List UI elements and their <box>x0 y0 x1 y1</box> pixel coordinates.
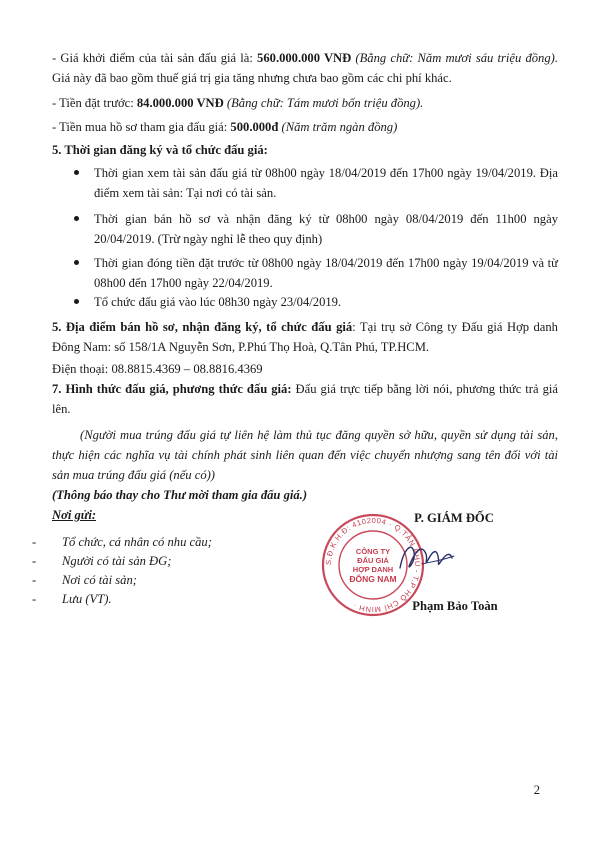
phone-line: Điện thoại: 08.8815.4369 – 08.8816.4369 <box>52 362 263 376</box>
dossier-fee-value: 500.000đ <box>230 120 279 134</box>
deposit-words: (Bằng chữ: Tám mươi bốn triệu đồng). <box>223 96 424 110</box>
signature-title: P. GIÁM ĐỐC <box>414 511 494 525</box>
auction-method-paragraph <box>52 379 558 419</box>
deposit-label: - Tiền đặt trước: <box>52 96 137 110</box>
bullet-text: Tổ chức đấu giá vào lúc 08h30 ngày 23/04/2019. <box>94 295 342 309</box>
venue-text: : Tại trụ sở Công ty Đấu giá Hợp danh Đông Nam: số 158/1A Nguyễn Sơn, P.Phú Thọ Hoà, Q.Tân Phú, TP.HCM. <box>52 320 558 354</box>
svg-text:CÔNG TY: CÔNG TY <box>355 547 391 556</box>
section-5-heading: 5. Thời gian đăng ký và tổ chức đấu giá: <box>52 143 268 157</box>
auction-method-heading: 7. Hình thức đấu giá, phương thức đấu giá: <box>52 382 292 396</box>
svg-text:HỢP DANH: HỢP DANH <box>352 565 394 574</box>
recipients-title-text: Nơi gửi: <box>52 508 97 522</box>
dossier-fee-words: (Năm trăm ngàn đồng) <box>278 120 398 134</box>
page-number: 2 <box>533 783 540 797</box>
start-price-label: - Giá khởi điểm của tài sản đấu giá là: <box>52 51 258 65</box>
bullet-icon <box>74 260 79 265</box>
buyer-note: (Người mua trúng đấu giá tự liên hệ làm thủ tục đăng quyền sở hữu, quyền sử dụng tài sản, thực hiện các nghĩa vụ tài chính phát sinh liên quan đến việc chuyển nhượng sang tên đối với tài sản mua trúng đấu giá (nếu có)) <box>52 428 558 482</box>
recipient-text: Tổ chức, cá nhân có nhu cầu; <box>62 535 212 549</box>
bullet-text: Thời gian đóng tiền đặt trước từ 08h00 ngày 18/04/2019 đến 17h00 ngày 19/04/2019 và từ 08h00 đến 17h00 ngày 22/04/2019. <box>94 256 558 290</box>
deposit-line <box>52 93 558 113</box>
bullet-icon <box>74 216 79 221</box>
bullet-text: Thời gian bán hồ sơ và nhận đăng ký từ 08h00 ngày 08/04/2019 đến 11h00 ngày 20/04/2019. (Trừ ngày nghỉ lễ theo quy định) <box>94 212 558 246</box>
dossier-fee-line <box>52 117 558 137</box>
recipient-text: Nơi có tài sản; <box>62 573 137 587</box>
bullet-text: Thời gian xem tài sản đấu giá từ 08h00 ngày 18/04/2019 đến 17h00 ngày 19/04/2019. Địa điểm xem tài sản: Tại nơi có tài sản. <box>94 166 558 200</box>
recipient-item: - Tổ chức, cá nhân có nhu cầu; <box>32 535 212 549</box>
start-price-value: 560.000.000 VNĐ <box>257 51 352 65</box>
notice-line: (Thông báo thay cho Thư mời tham gia đấu giá.) <box>52 488 308 502</box>
recipient-item: - Nơi có tài sản; <box>32 573 137 587</box>
recipient-item: - Lưu (VT). <box>32 592 112 606</box>
deposit-value: 84.000.000 VNĐ <box>136 96 224 110</box>
recipient-text: Lưu (VT). <box>62 592 112 606</box>
dossier-fee-label: - Tiền mua hồ sơ tham gia đấu giá: <box>52 120 231 134</box>
venue-paragraph <box>52 317 558 357</box>
start-price-paragraph <box>52 48 558 88</box>
signer-name: Phạm Bảo Toàn <box>412 599 498 613</box>
svg-text:ĐẤU GIÁ: ĐẤU GIÁ <box>357 556 389 565</box>
stamp-ring-text: S.Đ.K.H.Đ: 4102004 · Q.TÂN PHÚ - T.P HỒ CHÍ MINH · <box>323 515 423 615</box>
handwritten-signature-icon <box>392 534 462 580</box>
recipients-title <box>52 505 96 525</box>
recipient-item: - Người có tài sản ĐG; <box>32 554 172 568</box>
bullet-icon <box>74 170 79 175</box>
auction-method-text: Đấu giá trực tiếp bằng lời nói, phương thức trả giá lên. <box>52 382 558 416</box>
bullet-icon <box>74 299 79 304</box>
start-price-words: (Bằng chữ: Năm mươi sáu triệu đồng). <box>351 51 558 65</box>
svg-text:ĐÔNG NAM: ĐÔNG NAM <box>349 574 397 584</box>
venue-heading: 5. Địa điểm bán hồ sơ, nhận đăng ký, tổ chức đấu giá <box>52 320 353 334</box>
recipient-text: Người có tài sản ĐG; <box>62 554 172 568</box>
start-price-note: Giá này đã bao gồm thuế giá trị gia tăng nhưng chưa bao gồm các chi phí khác. <box>52 71 452 85</box>
